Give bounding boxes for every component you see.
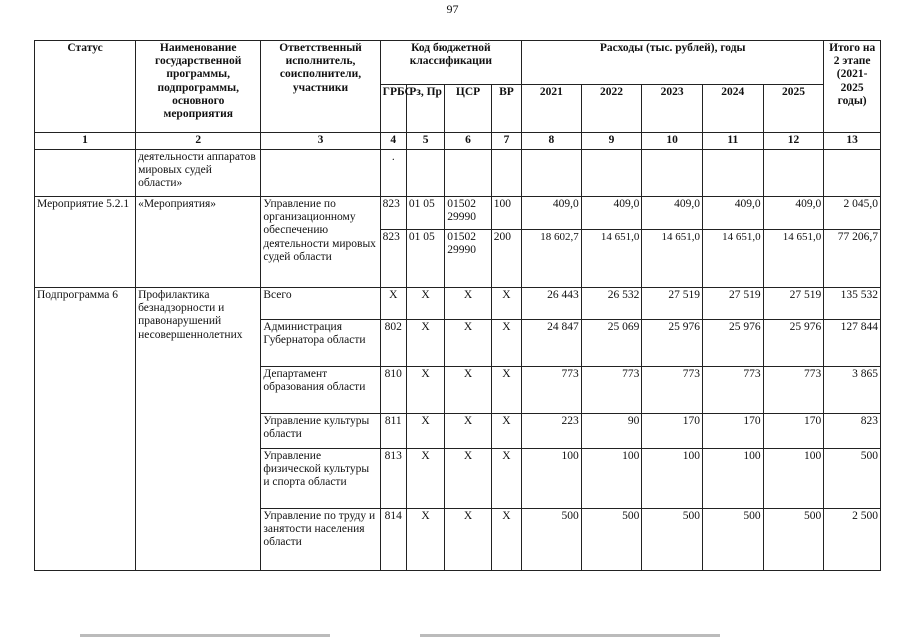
cell-2023: 14 651,0 bbox=[642, 230, 703, 288]
cell-2021: 26 443 bbox=[522, 288, 582, 320]
header-expenses: Расходы (тыс. рублей), годы bbox=[522, 41, 824, 85]
cell-2023: 409,0 bbox=[642, 197, 703, 230]
cell-2022: 25 069 bbox=[581, 320, 642, 367]
header-year-2023: 2023 bbox=[642, 85, 703, 133]
cell-rzpr: Х bbox=[406, 509, 444, 571]
header-csr: ЦСР bbox=[445, 85, 491, 133]
cell-csr: Х bbox=[445, 449, 491, 509]
cell-responsible: Управление культуры области bbox=[261, 414, 380, 449]
cell-grbs: 823 bbox=[380, 230, 406, 288]
cell-responsible: Управление по труду и занятости населения области bbox=[261, 509, 380, 571]
cell-total: 500 bbox=[824, 449, 881, 509]
cell-2025: 100 bbox=[763, 449, 824, 509]
column-number: 12 bbox=[763, 133, 824, 150]
cell-vr: Х bbox=[491, 320, 521, 367]
cell-rzpr: Х bbox=[406, 414, 444, 449]
header-year-2025: 2025 bbox=[763, 85, 824, 133]
cell-vr: Х bbox=[491, 367, 521, 414]
cell-2025: 25 976 bbox=[763, 320, 824, 367]
cell-2023: 25 976 bbox=[642, 320, 703, 367]
cell-2021: 100 bbox=[522, 449, 582, 509]
measure-status: Мероприятие 5.2.1 bbox=[35, 197, 136, 288]
cell-2022: 90 bbox=[581, 414, 642, 449]
cell-2025: 170 bbox=[763, 414, 824, 449]
cell-2024: 500 bbox=[702, 509, 763, 571]
cell-vr: Х bbox=[491, 288, 521, 320]
column-number: 10 bbox=[642, 133, 703, 150]
budget-table bbox=[34, 40, 881, 571]
cell-grbs: Х bbox=[380, 288, 406, 320]
header-vr: ВР bbox=[491, 85, 521, 133]
cell-2024: 100 bbox=[702, 449, 763, 509]
cell-grbs: 802 bbox=[380, 320, 406, 367]
cell-2025: 500 bbox=[763, 509, 824, 571]
column-number: 7 bbox=[491, 133, 521, 150]
cell-csr: Х bbox=[445, 367, 491, 414]
column-number: 4 bbox=[380, 133, 406, 150]
cell-rzpr: 01 05 bbox=[406, 197, 444, 230]
scan-artifact-line bbox=[80, 634, 330, 637]
cell-2023: 170 bbox=[642, 414, 703, 449]
cell-2021: 18 602,7 bbox=[522, 230, 582, 288]
cell-2024: 773 bbox=[702, 367, 763, 414]
cell-total: 2 500 bbox=[824, 509, 881, 571]
cell-responsible: Департамент образования области bbox=[261, 367, 380, 414]
column-number: 9 bbox=[581, 133, 642, 150]
cell-rzpr: Х bbox=[406, 449, 444, 509]
header-rzpr: Рз, Пр bbox=[406, 85, 444, 133]
header-total: Итого на 2 этапе (2021-2025 годы) bbox=[824, 41, 881, 133]
cell-2024: 27 519 bbox=[702, 288, 763, 320]
cell-grbs: 814 bbox=[380, 509, 406, 571]
cell-csr: Х bbox=[445, 320, 491, 367]
column-number: 3 bbox=[261, 133, 380, 150]
cell-rzpr: 01 05 bbox=[406, 230, 444, 288]
cell-2022: 14 651,0 bbox=[581, 230, 642, 288]
cell-2025: 14 651,0 bbox=[763, 230, 824, 288]
cell-2024: 170 bbox=[702, 414, 763, 449]
header-year-2024: 2024 bbox=[702, 85, 763, 133]
cell-grbs: 823 bbox=[380, 197, 406, 230]
cell-vr: Х bbox=[491, 449, 521, 509]
cell-2021: 24 847 bbox=[522, 320, 582, 367]
header-year-2022: 2022 bbox=[581, 85, 642, 133]
cell-2022: 409,0 bbox=[581, 197, 642, 230]
cell-responsible: Всего bbox=[261, 288, 380, 320]
column-number: 11 bbox=[702, 133, 763, 150]
cell-total: 135 532 bbox=[824, 288, 881, 320]
cell-grbs: 811 bbox=[380, 414, 406, 449]
header-status: Статус bbox=[35, 41, 136, 133]
cell-2021: 773 bbox=[522, 367, 582, 414]
cell-responsible: Управление физической культуры и спорта области bbox=[261, 449, 380, 509]
header-year-2021: 2021 bbox=[522, 85, 582, 133]
column-number: 13 bbox=[824, 133, 881, 150]
cell-total: 3 865 bbox=[824, 367, 881, 414]
header-name: Наименование государственной программы, подпрограммы, основного мероприятия bbox=[136, 41, 261, 133]
cell-grbs: 810 bbox=[380, 367, 406, 414]
column-number: 2 bbox=[136, 133, 261, 150]
cell-2022: 500 bbox=[581, 509, 642, 571]
cell-csr: Х bbox=[445, 288, 491, 320]
cell-2022: 100 bbox=[581, 449, 642, 509]
measure-name: «Мероприятия» bbox=[136, 197, 261, 288]
page-number: 97 bbox=[446, 2, 459, 16]
cell-2024: 14 651,0 bbox=[702, 230, 763, 288]
header-responsible: Ответственный исполнитель, соисполнители, участники bbox=[261, 41, 380, 133]
cell-total: 127 844 bbox=[824, 320, 881, 367]
cell-2021: 223 bbox=[522, 414, 582, 449]
cell-rzpr: Х bbox=[406, 367, 444, 414]
subprogram-name: Профилактика безнадзорности и правонарушений несовершеннолетних bbox=[136, 288, 261, 571]
cell-total: 2 045,0 bbox=[824, 197, 881, 230]
cell-2022: 26 532 bbox=[581, 288, 642, 320]
cell-2024: 409,0 bbox=[702, 197, 763, 230]
cell-2021: 409,0 bbox=[522, 197, 582, 230]
cell-csr: 01502 29990 bbox=[445, 197, 491, 230]
cell-rzpr: Х bbox=[406, 288, 444, 320]
header-grbs: ГРБС bbox=[380, 85, 406, 133]
cell-2021: 500 bbox=[522, 509, 582, 571]
column-number: 1 bbox=[35, 133, 136, 150]
header-budget-code: Код бюджетной классификации bbox=[380, 41, 521, 85]
column-number-row bbox=[35, 133, 881, 150]
column-number: 6 bbox=[445, 133, 491, 150]
cell-2023: 27 519 bbox=[642, 288, 703, 320]
cell-vr: 100 bbox=[491, 197, 521, 230]
column-number: 8 bbox=[522, 133, 582, 150]
cell-csr: Х bbox=[445, 509, 491, 571]
cell-2023: 100 bbox=[642, 449, 703, 509]
cell-2022: 773 bbox=[581, 367, 642, 414]
table-row bbox=[35, 197, 881, 230]
cell-2025: 409,0 bbox=[763, 197, 824, 230]
cell-responsible: Администрация Губернатора области bbox=[261, 320, 380, 367]
cell-vr: Х bbox=[491, 414, 521, 449]
cell-rzpr: Х bbox=[406, 320, 444, 367]
cell-csr: Х bbox=[445, 414, 491, 449]
table-row bbox=[35, 288, 881, 320]
cell-total: 77 206,7 bbox=[824, 230, 881, 288]
cell-2023: 773 bbox=[642, 367, 703, 414]
cell-total: 823 bbox=[824, 414, 881, 449]
cell-2025: 27 519 bbox=[763, 288, 824, 320]
cell-grbs: 813 bbox=[380, 449, 406, 509]
cell-2024: 25 976 bbox=[702, 320, 763, 367]
cell-vr: Х bbox=[491, 509, 521, 571]
continuation-row bbox=[35, 150, 881, 197]
subprogram-status: Подпрограмма 6 bbox=[35, 288, 136, 571]
continuation-dot: . bbox=[380, 150, 406, 197]
scan-artifact-line bbox=[420, 634, 720, 637]
cell-2023: 500 bbox=[642, 509, 703, 571]
cell-vr: 200 bbox=[491, 230, 521, 288]
cell-csr: 01502 29990 bbox=[445, 230, 491, 288]
measure-responsible: Управление по организационному обеспечению деятельности мировых судей области bbox=[261, 197, 380, 288]
continuation-name: деятельности аппаратов мировых судей области» bbox=[136, 150, 261, 197]
column-number: 5 bbox=[406, 133, 444, 150]
cell-2025: 773 bbox=[763, 367, 824, 414]
